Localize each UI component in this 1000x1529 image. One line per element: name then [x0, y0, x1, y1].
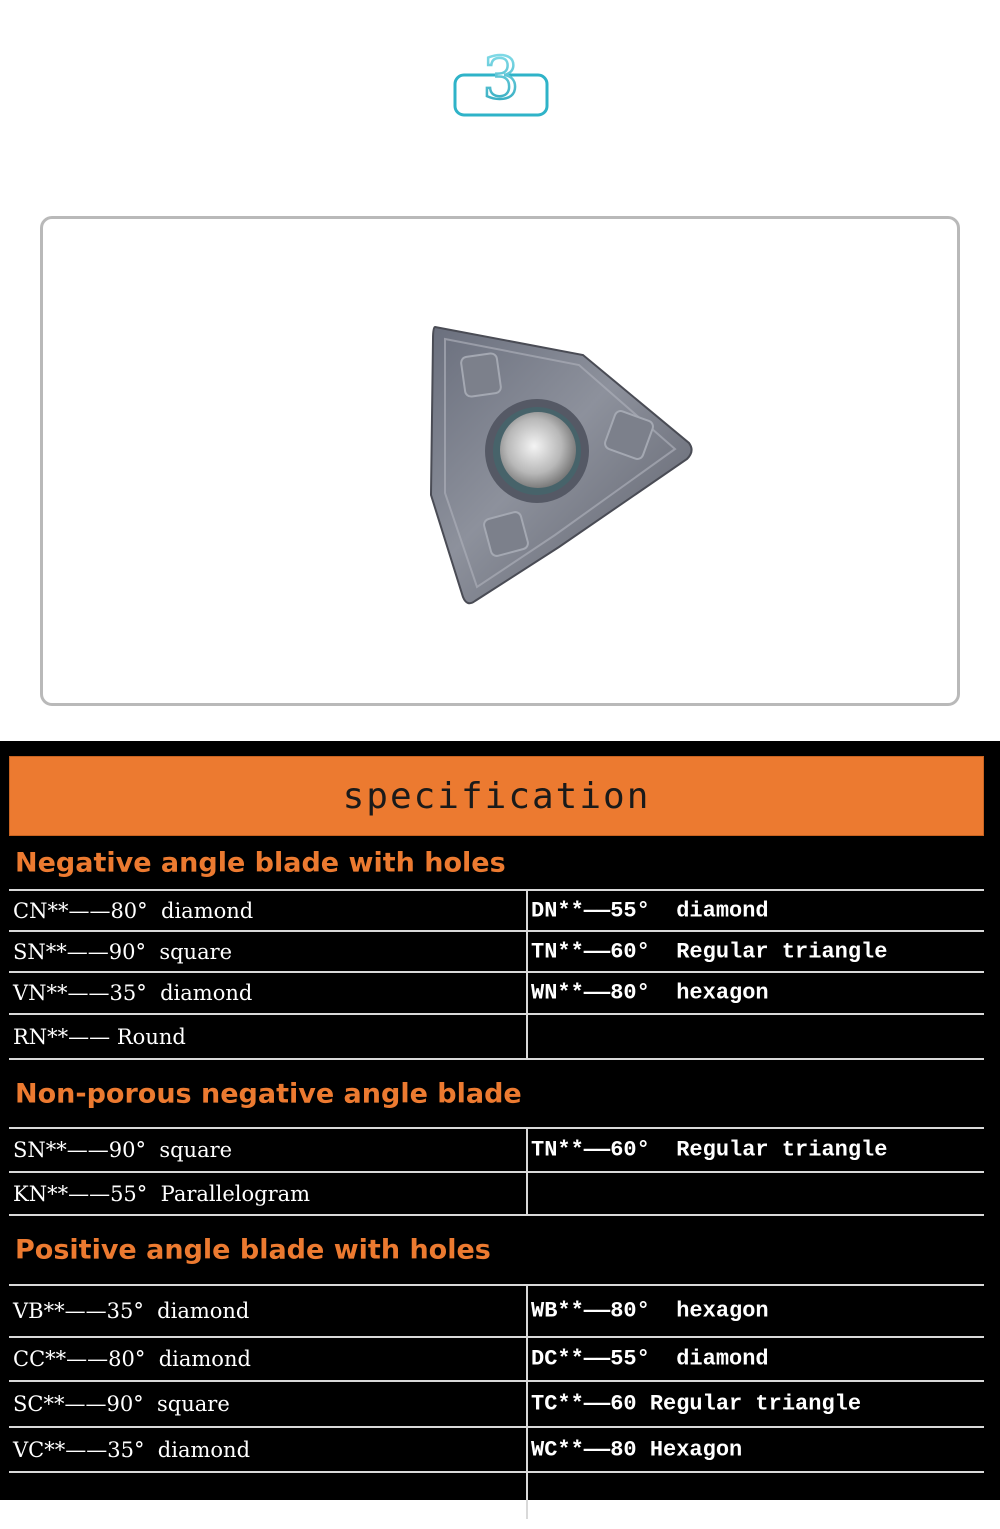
section-title: Positive angle blade with holes [15, 1234, 491, 1266]
spec-cell-left: SN**——90° square [13, 939, 233, 964]
spec-cell-right: TC**——60 Regular triangle [531, 1391, 862, 1417]
step-number-badge [452, 42, 550, 118]
section-title-row [9, 836, 984, 891]
spec-cell-left: VN**——35° diamond [13, 981, 253, 1005]
column-divider [526, 973, 528, 1013]
specification-header: specification [9, 756, 984, 836]
spec-cell-right: TN**——60° Regular triangle [531, 1137, 888, 1163]
table-row [9, 932, 984, 973]
spec-cell-left: CC**——80° diamond [13, 1347, 251, 1371]
step-badge-graphic [452, 42, 550, 118]
product-photo-frame [40, 216, 960, 706]
table-row [9, 1286, 984, 1338]
column-divider [526, 1173, 528, 1214]
column-divider [526, 1286, 528, 1336]
spec-cell-right: WB**——80° hexagon [531, 1298, 769, 1324]
column-divider [526, 1382, 528, 1426]
section-title: Negative angle blade with holes [15, 847, 506, 878]
table-row [9, 973, 984, 1015]
section-title: Non-porous negative angle blade [15, 1078, 522, 1109]
spec-cell-left: VC**——35° diamond [13, 1437, 251, 1462]
spec-cell-left: SN**——90° square [13, 1138, 233, 1162]
column-divider [526, 1428, 528, 1471]
spec-cell-left: SC**——90° square [13, 1392, 230, 1416]
column-divider [526, 1338, 528, 1380]
spec-cell-left: RN**—— Round [13, 1024, 186, 1049]
spec-cell-right: TN**——60° Regular triangle [531, 939, 888, 964]
table-row [9, 1173, 984, 1216]
table-row [9, 1382, 984, 1428]
table-row [9, 1338, 984, 1382]
spec-cell-left: VB**——35° diamond [13, 1299, 250, 1323]
table-row [9, 1015, 984, 1060]
spec-cell-left: KN**——55° Parallelogram [13, 1181, 311, 1206]
table-row [9, 1473, 984, 1529]
spec-cell-right: DN**——55° diamond [531, 898, 769, 923]
step-number: 3 [482, 44, 520, 112]
column-divider [526, 1015, 528, 1058]
column-divider [526, 1129, 528, 1171]
column-divider [526, 1473, 528, 1519]
table-row [9, 1129, 984, 1173]
section-title-row [9, 1060, 984, 1129]
column-divider [526, 932, 528, 971]
table-row [9, 1428, 984, 1473]
spec-cell-right: CP**——80 diamond [531, 1504, 743, 1529]
carbide-insert-image [383, 315, 713, 615]
table-row [9, 891, 984, 932]
spec-cell-right: DC**——55° diamond [531, 1346, 769, 1372]
spec-cell-right: WN**——80° hexagon [531, 980, 769, 1006]
spec-cell-right: WC**——80 Hexagon [531, 1437, 743, 1462]
spec-cell-left: CN**——80° diamond [13, 898, 254, 923]
spec-cell-left: RC**—— Round [13, 1505, 184, 1529]
column-divider [526, 891, 528, 930]
section-title-row [9, 1216, 984, 1286]
specification-table [0, 741, 1000, 1529]
